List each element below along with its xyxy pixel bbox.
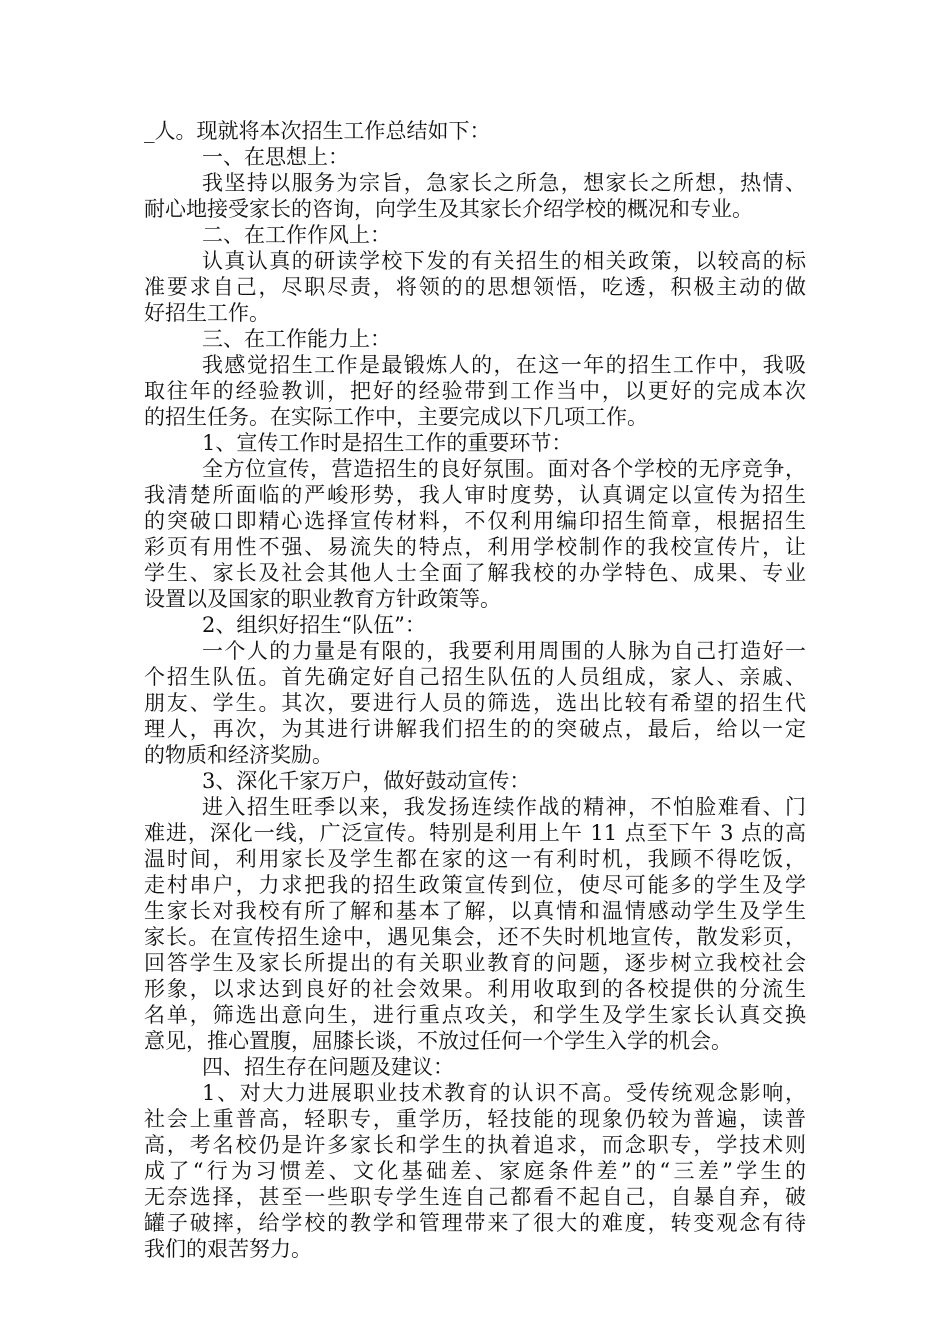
text-line: 我感觉招生工作是最锻炼人的，在这一年的招生工作中，我吸 [202, 353, 806, 377]
text-line: 进入招生旺季以来，我发扬连续作战的精神，不怕脸难看、门 [202, 795, 806, 819]
document-body [144, 118, 806, 1262]
text-line: 温时间，利用家长及学生都在家的这一有利时机，我顾不得吃饭， [144, 847, 806, 871]
text-line: 取往年的经验教训，把好的经验带到工作当中，以更好的完成本次 [144, 379, 806, 403]
text-line: 一、在思想上： [202, 145, 349, 169]
text-line: 二、在工作作风上： [202, 223, 391, 247]
text-line: 一个人的力量是有限的，我要利用周围的人脉为自己打造好一 [202, 639, 806, 663]
text-line: 高，考名校仍是许多家长和学生的执着追求，而念职专，学技术则 [144, 1133, 806, 1157]
text-line: 回答学生及家长所提出的有关职业教育的问题，逐步树立我校社会 [144, 951, 806, 975]
text-line: 朋友、学生。其次，要进行人员的筛选，选出比较有希望的招生代 [144, 691, 806, 715]
text-line: 耐心地接受家长的咨询，向学生及其家长介绍学校的概况和专业。 [144, 197, 753, 221]
text-line: 我坚持以服务为宗旨，急家长之所急，想家长之所想，热情、 [202, 171, 806, 195]
text-line: 形象，以求达到良好的社会效果。利用收取到的各校提供的分流生 [144, 977, 806, 1001]
text-line: 1、宣传工作时是招生工作的重要环节： [202, 431, 573, 455]
text-line: 2、组织好招生“队伍”： [202, 613, 426, 637]
text-line: 走村串户，力求把我的招生政策宣传到位，使尽可能多的学生及学 [144, 873, 806, 897]
text-line: 意见，推心置腹，屈膝长谈，不放过任何一个学生入学的机会。 [144, 1029, 732, 1053]
text-line: 罐子破摔，给学校的教学和管理带来了很大的难度，转变观念有待 [144, 1211, 806, 1235]
text-line: 彩页有用性不强、易流失的特点，利用学校制作的我校宣传片，让 [144, 535, 806, 559]
text-line: 我清楚所面临的严峻形势，我人审时度势，认真调定以宣传为招生 [144, 483, 806, 507]
text-line: 学生、家长及社会其他人士全面了解我校的办学特色、成果、专业 [144, 561, 806, 585]
text-line: 全方位宣传，营造招生的良好氛围。面对各个学校的无序竞争， [202, 457, 806, 481]
text-line: 名单，筛选出意向生，进行重点攻关，和学生及学生家长认真交换 [144, 1003, 806, 1027]
text-line: 的突破口即精心选择宣传材料，不仅利用编印招生简章，根据招生 [144, 509, 806, 533]
text-line: 的招生任务。在实际工作中，主要完成以下几项工作。 [144, 405, 648, 429]
text-line: 家长。在宣传招生途中，遇见集会，还不失时机地宣传，散发彩页， [144, 925, 806, 949]
text-line: 认真认真的研读学校下发的有关招生的相关政策，以较高的标 [202, 249, 806, 273]
text-line: 社会上重普高，轻职专，重学历，轻技能的现象仍较为普遍，读普 [144, 1107, 806, 1131]
text-line: 的物质和经济奖励。 [144, 743, 333, 767]
text-line: 无奈选择，甚至一些职专学生连自己都看不起自己，自暴自弃，破 [144, 1185, 806, 1209]
text-line: 3、深化千家万户，做好鼓动宣传： [202, 769, 531, 793]
text-line: 三、在工作能力上： [202, 327, 391, 351]
text-line: 准要求自己，尽职尽责，将领的的思想领悟，吃透，积极主动的做 [144, 275, 806, 299]
text-line: 设置以及国家的职业教育方针政策等。 [144, 587, 501, 611]
document-page [144, 118, 806, 1262]
text-line: 成了“行为习惯差、文化基础差、家庭条件差”的“三差”学生的 [144, 1159, 806, 1183]
text-line: 难进，深化一线，广泛宣传。特别是利用上午 11 点至下午 3 点的高 [144, 821, 806, 845]
text-line: 理人，再次，为其进行讲解我们招生的的突破点，最后，给以一定 [144, 717, 806, 741]
text-line: 生家长对我校有所了解和基本了解，以真情和温情感动学生及学生 [144, 899, 806, 923]
text-line: 1、对大力进展职业技术教育的认识不高。受传统观念影响， [202, 1081, 806, 1105]
text-line: 好招生工作。 [144, 301, 270, 325]
text-line: _人。现就将本次招生工作总结如下： [144, 119, 491, 143]
text-line: 个招生队伍。首先确定好自己招生队伍的人员组成，家人、亲戚、 [144, 665, 806, 689]
text-line: 我们的艰苦努力。 [144, 1237, 312, 1261]
text-line: 四、招生存在问题及建议： [202, 1055, 454, 1079]
